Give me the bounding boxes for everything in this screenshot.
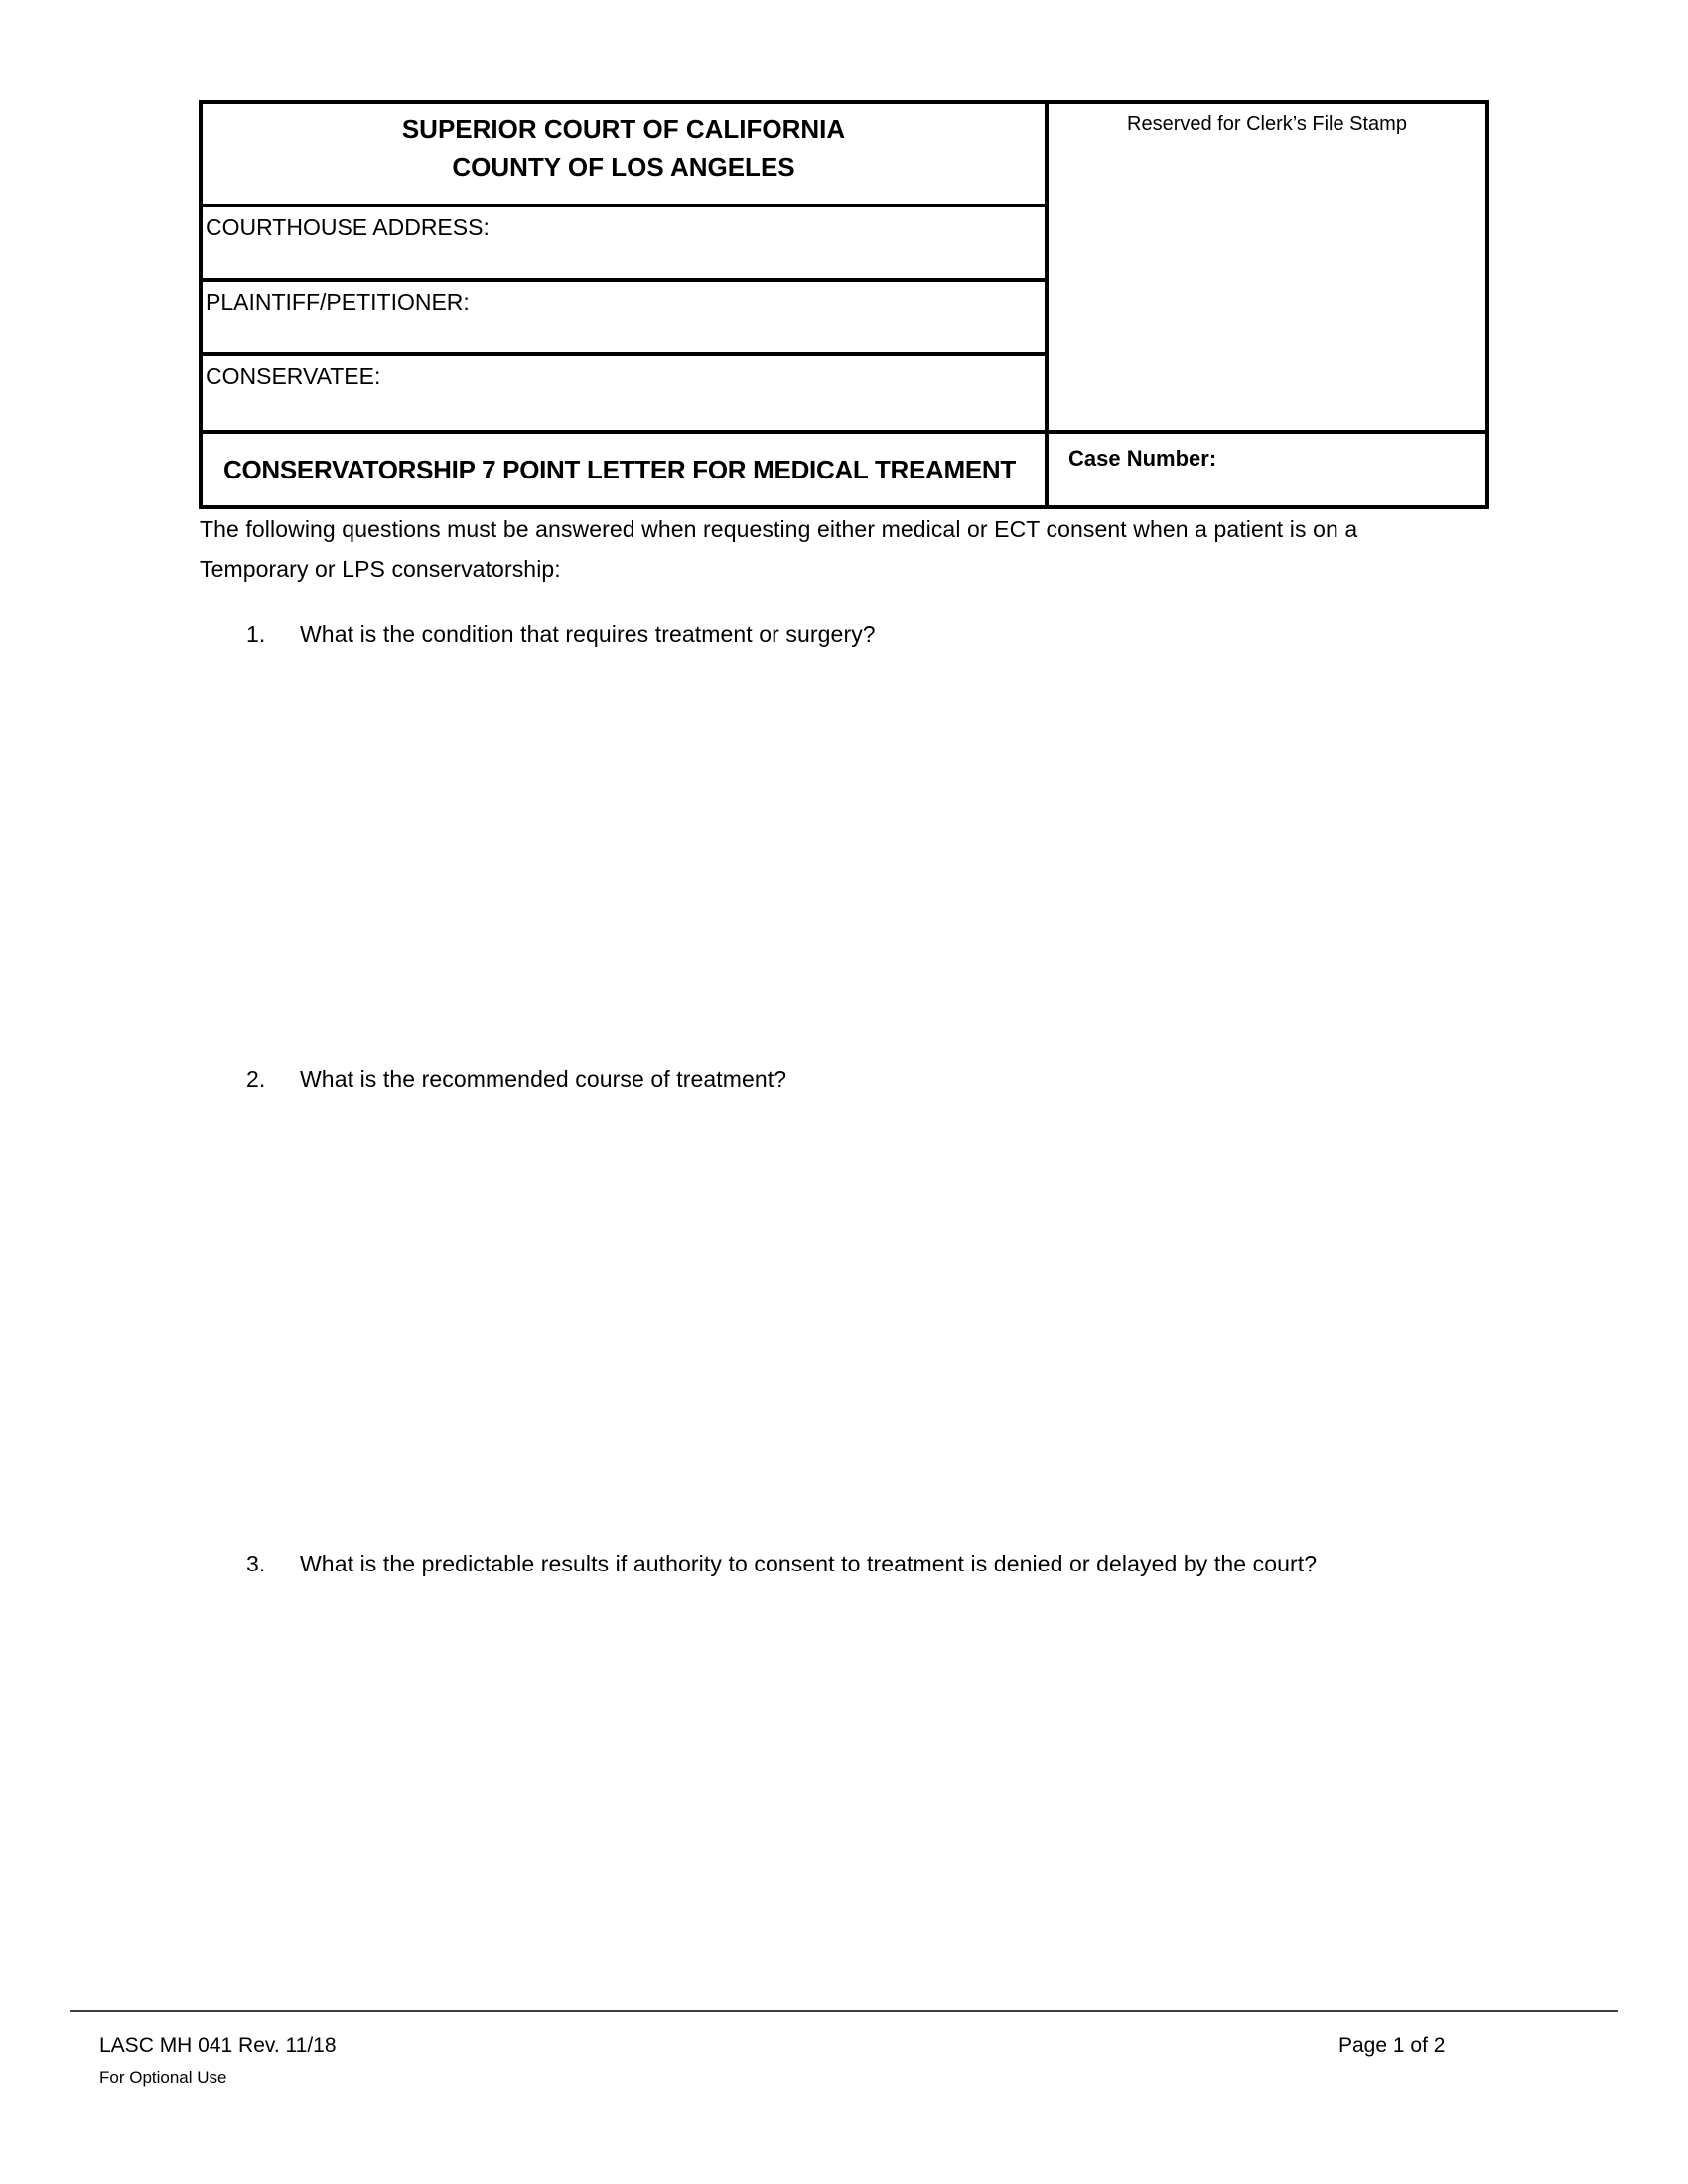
court-name-line1: SUPERIOR COURT OF CALIFORNIA bbox=[401, 114, 846, 144]
plaintiff-petitioner-cell bbox=[203, 278, 1045, 352]
question-2-number: 2. bbox=[246, 1066, 266, 1092]
footer-page-number: Page 1 of 2 bbox=[1338, 2034, 1446, 2057]
header-table-right-column bbox=[1049, 104, 1485, 505]
question-3-text: What is the predictable results if authority to consent to treatment is denied or delayed by the court? bbox=[300, 1551, 1318, 1576]
case-number-cell bbox=[1049, 430, 1485, 505]
question-3-number: 3. bbox=[246, 1551, 266, 1576]
intro-paragraph: The following questions must be answered when requesting either medical or ECT consent when a patient is on a Temporary or LPS conservatorship: bbox=[200, 516, 1358, 582]
footer-optional-use: For Optional Use bbox=[99, 2068, 227, 2087]
case-number-label: Case Number: bbox=[1068, 446, 1217, 471]
court-name-line2: COUNTY OF LOS ANGELES bbox=[452, 152, 795, 182]
footer-form-number: LASC MH 041 Rev. 11/18 bbox=[99, 2034, 337, 2057]
form-title: CONSERVATORSHIP 7 POINT LETTER FOR MEDICAL TREAMENT bbox=[223, 455, 1016, 484]
question-2-text: What is the recommended course of treatment? bbox=[300, 1066, 787, 1092]
courthouse-address-label: COURTHOUSE ADDRESS: bbox=[206, 214, 490, 240]
question-1 bbox=[246, 614, 1481, 654]
footer-divider bbox=[70, 2010, 1618, 2012]
conservatee-cell bbox=[203, 352, 1045, 430]
conservatee-label: CONSERVATEE: bbox=[206, 363, 381, 389]
form-title-cell bbox=[203, 430, 1045, 505]
header-table bbox=[199, 100, 1489, 509]
courthouse-address-cell bbox=[203, 204, 1045, 278]
question-1-text: What is the condition that requires treatment or surgery? bbox=[300, 621, 876, 647]
court-name-cell bbox=[203, 104, 1045, 204]
clerk-file-stamp-label: Reserved for Clerk’s File Stamp bbox=[1127, 113, 1407, 135]
clerk-file-stamp-cell bbox=[1049, 104, 1485, 430]
question-3 bbox=[246, 1544, 1481, 1583]
question-2 bbox=[246, 1059, 1481, 1099]
plaintiff-petitioner-label: PLAINTIFF/PETITIONER: bbox=[206, 289, 470, 315]
question-1-number: 1. bbox=[246, 621, 266, 647]
header-table-left-column bbox=[203, 104, 1049, 505]
